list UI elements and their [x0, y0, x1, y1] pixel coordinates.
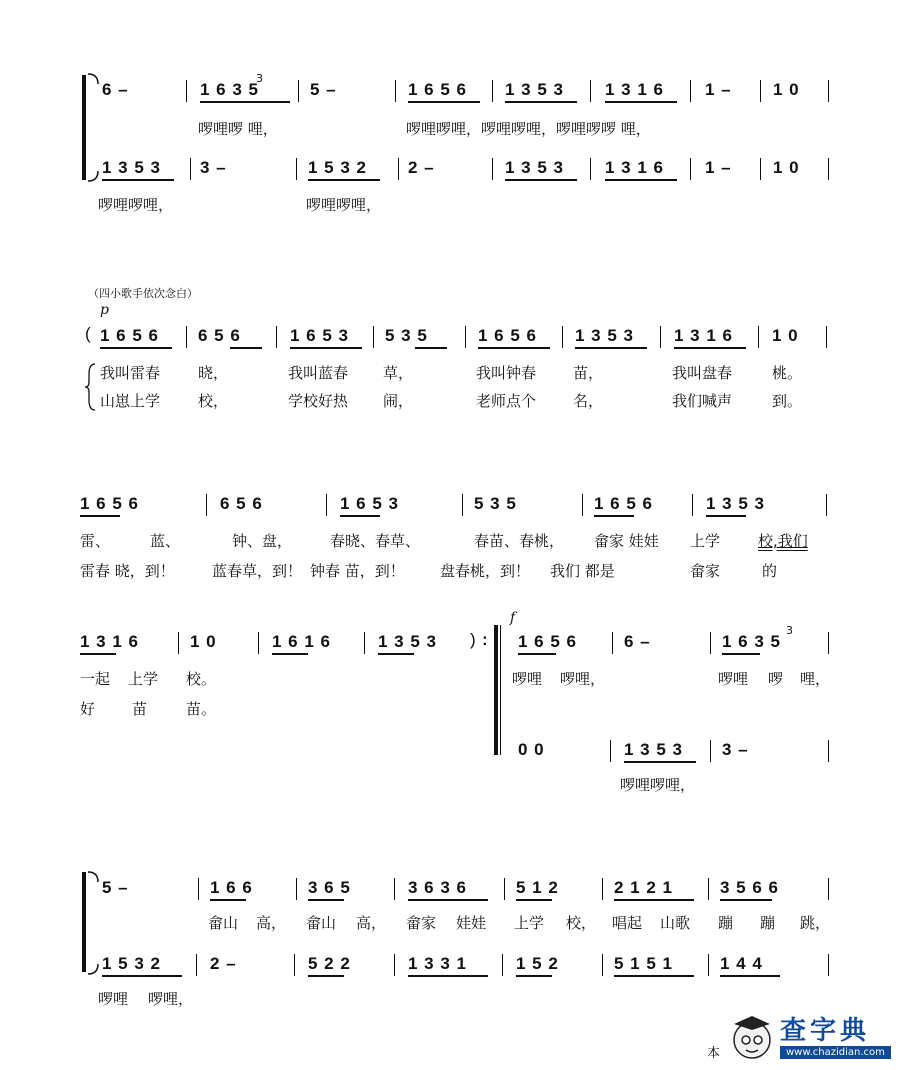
- note-group: 1 0: [190, 632, 217, 651]
- barline: [206, 494, 207, 516]
- note-group: 1 3 5 3: [505, 80, 564, 99]
- lyric: 啰哩啰哩，: [620, 776, 696, 794]
- lyric: 啰: [768, 670, 784, 688]
- note-group: 5 –: [310, 80, 337, 99]
- lyric: 苗: [132, 700, 148, 718]
- lyric: 校，: [198, 392, 229, 410]
- barline: [502, 954, 503, 976]
- barline: [758, 326, 759, 348]
- lyric: 上学: [128, 670, 159, 688]
- barline: [760, 158, 761, 180]
- note-group: 3 –: [722, 740, 749, 759]
- barline: [708, 878, 709, 900]
- note-group: 1 6 5 6: [594, 494, 653, 513]
- grace-note: 3: [256, 72, 263, 85]
- lyric: 高，: [356, 914, 387, 932]
- lyric: 我叫钟春: [476, 364, 537, 382]
- barline: [296, 158, 297, 180]
- note-group: 5 3 5: [474, 494, 517, 513]
- barline: [394, 954, 395, 976]
- note-group: 5 –: [102, 878, 129, 897]
- lyric: 桃。: [772, 364, 803, 382]
- barline: [612, 632, 613, 654]
- lyric: 啰哩: [98, 990, 129, 1008]
- barline: [690, 158, 691, 180]
- lyric: 名，: [573, 392, 604, 410]
- lyric: 校，: [566, 914, 597, 932]
- note-group: 1 –: [705, 80, 732, 99]
- lyric: 好: [80, 700, 96, 718]
- barline: [826, 494, 827, 516]
- barline: [465, 326, 466, 348]
- barline: [828, 158, 829, 180]
- note-group: 6 5 6: [220, 494, 263, 513]
- barline: [828, 878, 829, 900]
- note-group: 3 5 6 6: [720, 878, 779, 897]
- lyric: 我叫盘春: [672, 364, 733, 382]
- page-footer-char: 本: [707, 1046, 721, 1061]
- barline: [602, 954, 603, 976]
- note-group: 3 –: [200, 158, 227, 177]
- note-group: 1 –: [705, 158, 732, 177]
- lyric: 我叫雷春: [100, 364, 161, 382]
- barline: [590, 158, 591, 180]
- lyric: 啰哩: [718, 670, 749, 688]
- note-group: 1 4 4: [720, 954, 763, 973]
- lyric: 畲山: [306, 914, 337, 932]
- lyric: 蹦: [718, 914, 734, 932]
- barline: [364, 632, 365, 654]
- barline: [394, 878, 395, 900]
- note-group: 1 3 1 6: [605, 158, 664, 177]
- barline: [692, 494, 693, 516]
- brace-curve: [86, 868, 102, 978]
- barline: [760, 80, 761, 102]
- system-brace: [494, 625, 498, 755]
- double-barline: [500, 625, 501, 755]
- grace-note: 3: [786, 624, 793, 637]
- barline: [258, 632, 259, 654]
- open-paren: (: [85, 324, 92, 343]
- lyric: 盘春桃，到！: [440, 562, 531, 580]
- barline: [828, 632, 829, 654]
- note-group: 6 –: [102, 80, 129, 99]
- note-group: 2 –: [408, 158, 435, 177]
- barline: [492, 80, 493, 102]
- dynamic-marking: f: [510, 610, 516, 626]
- barline: [602, 878, 603, 900]
- lyric: 苗。: [186, 700, 217, 718]
- lyric: 啰哩啰哩，: [306, 196, 382, 214]
- lyric: 蹦: [760, 914, 776, 932]
- note-group: 1 3 5 3: [706, 494, 765, 513]
- note-group: 1 3 3 1: [408, 954, 467, 973]
- lyric: 畲家: [406, 914, 437, 932]
- note-group: 6 –: [624, 632, 651, 651]
- lyric: 啰哩，: [148, 990, 194, 1008]
- watermark-logo[interactable]: [728, 1008, 892, 1064]
- lyric: 山歌: [660, 914, 691, 932]
- note-group: 1 3 5 3: [575, 326, 634, 345]
- lyric: 啰哩，: [560, 670, 606, 688]
- note-group: 1 6 6: [210, 878, 253, 897]
- lyric: 唱起: [612, 914, 643, 932]
- barline: [710, 632, 711, 654]
- note-group: 1 3 5 3: [378, 632, 437, 651]
- barline: [178, 632, 179, 654]
- lyric: 草，: [383, 364, 414, 382]
- barline: [828, 954, 829, 976]
- note-group: 2 1 2 1: [614, 878, 673, 897]
- note-group: 5 3 5: [385, 326, 428, 345]
- barline: [708, 954, 709, 976]
- note-group: 1 6 5 6: [518, 632, 577, 651]
- note-group: 1 3 5 3: [102, 158, 161, 177]
- barline: [582, 494, 583, 516]
- lyric: 上学: [690, 532, 721, 550]
- lyric: 钟、盘，: [232, 532, 293, 550]
- lyric: 闹，: [383, 392, 414, 410]
- note-group: 1 6 5 3: [290, 326, 349, 345]
- lyric: 跳，: [800, 914, 831, 932]
- barline: [462, 494, 463, 516]
- barline: [373, 326, 374, 348]
- barline: [198, 878, 199, 900]
- barline: [196, 954, 197, 976]
- lyric: 雷春 晓，到！: [80, 562, 175, 580]
- lyric: 畲家: [690, 562, 721, 580]
- lyric: 山崽上学: [100, 392, 161, 410]
- lyric: 蓝春草，到！: [212, 562, 303, 580]
- note-group: 1 5 3 2: [308, 158, 367, 177]
- note-group: 1 6 3 5: [200, 80, 259, 99]
- note-group: 1 3 5 3: [505, 158, 564, 177]
- barline: [492, 158, 493, 180]
- verse-brace: [84, 362, 98, 412]
- barline: [326, 494, 327, 516]
- lyric: 上学: [514, 914, 545, 932]
- logo-brand: 查字典: [780, 1016, 871, 1046]
- note-group: 1 6 1 6: [272, 632, 331, 651]
- barline: [186, 80, 187, 102]
- stage-direction: （四小歌手依次念白）: [88, 287, 198, 300]
- barline: [710, 740, 711, 762]
- barline: [828, 740, 829, 762]
- lyric: 畲山: [208, 914, 239, 932]
- lyric: 春晓、春草、: [330, 532, 421, 550]
- lyric: 的: [762, 562, 778, 580]
- note-group: 5 2 2: [308, 954, 351, 973]
- note-group: 1 3 1 6: [80, 632, 139, 651]
- close-paren: ): [470, 630, 477, 649]
- lyric: 校,我们: [758, 532, 808, 550]
- logo-url[interactable]: www.chazidian.com: [780, 1046, 891, 1059]
- lyric: 老师点个: [476, 392, 537, 410]
- barline: [826, 326, 827, 348]
- barline: [276, 326, 277, 348]
- brace-curve: [86, 70, 102, 185]
- lyric: 春苗、春桃，: [474, 532, 565, 550]
- note-group: 3 6 3 6: [408, 878, 467, 897]
- note-group: 1 6 5 3: [340, 494, 399, 513]
- barline: [186, 326, 187, 348]
- note-group: 5 1 2: [516, 878, 559, 897]
- barline: [590, 80, 591, 102]
- barline: [294, 954, 295, 976]
- note-group: 1 0: [773, 158, 800, 177]
- lyric: 我们 都是: [550, 562, 615, 580]
- note-group: 2 –: [210, 954, 237, 973]
- barline: [690, 80, 691, 102]
- barline: [660, 326, 661, 348]
- note-group: 1 6 5 6: [408, 80, 467, 99]
- lyric: 到。: [772, 392, 803, 410]
- note-group: 1 3 1 6: [674, 326, 733, 345]
- lyric: 啰哩啰 哩，: [198, 120, 278, 138]
- barline: [395, 80, 396, 102]
- lyric: 学校好热: [288, 392, 349, 410]
- note-group: 1 0: [772, 326, 799, 345]
- lyric: 哩，: [800, 670, 831, 688]
- barline: [562, 326, 563, 348]
- note-group: 3 6 5: [308, 878, 351, 897]
- lyric: 啰哩: [512, 670, 543, 688]
- repeat-sign: :: [482, 630, 489, 649]
- note-group: 6 5 6: [198, 326, 241, 345]
- lyric: 高，: [256, 914, 287, 932]
- barline: [296, 878, 297, 900]
- lyric: 苗，: [573, 364, 604, 382]
- lyric: 雷、: [80, 532, 111, 550]
- note-group: 1 6 5 6: [478, 326, 537, 345]
- lyric: 畲家 娃娃: [594, 532, 659, 550]
- lyric: 蓝、: [150, 532, 181, 550]
- barline: [190, 158, 191, 180]
- note-group: 5 1 5 1: [614, 954, 673, 973]
- barline: [610, 740, 611, 762]
- note-group: 1 5 2: [516, 954, 559, 973]
- note-group: 0 0: [518, 740, 545, 759]
- barline: [298, 80, 299, 102]
- lyric: 晓，: [198, 364, 229, 382]
- barline: [828, 80, 829, 102]
- dynamic-marking: p: [100, 302, 109, 318]
- lyric: 啰哩啰哩，: [98, 196, 174, 214]
- lyric: 钟春 苗，到！: [310, 562, 405, 580]
- lyric: 校。: [186, 670, 217, 688]
- barline: [398, 158, 399, 180]
- lyric: 啰哩啰哩，啰哩啰哩，啰哩啰啰 哩，: [406, 120, 651, 138]
- lyric: 娃娃: [456, 914, 487, 932]
- note-group: 1 6 3 5: [722, 632, 781, 651]
- barline: [504, 878, 505, 900]
- lyric: 我叫蓝春: [288, 364, 349, 382]
- note-group: 1 3 1 6: [605, 80, 664, 99]
- lyric: 一起: [80, 670, 111, 688]
- note-group: 1 3 5 3: [624, 740, 683, 759]
- note-group: 1 0: [773, 80, 800, 99]
- note-group: 1 5 3 2: [102, 954, 161, 973]
- lyric: 我们喊声: [672, 392, 733, 410]
- note-group: 1 6 5 6: [100, 326, 159, 345]
- note-group: 1 6 5 6: [80, 494, 139, 513]
